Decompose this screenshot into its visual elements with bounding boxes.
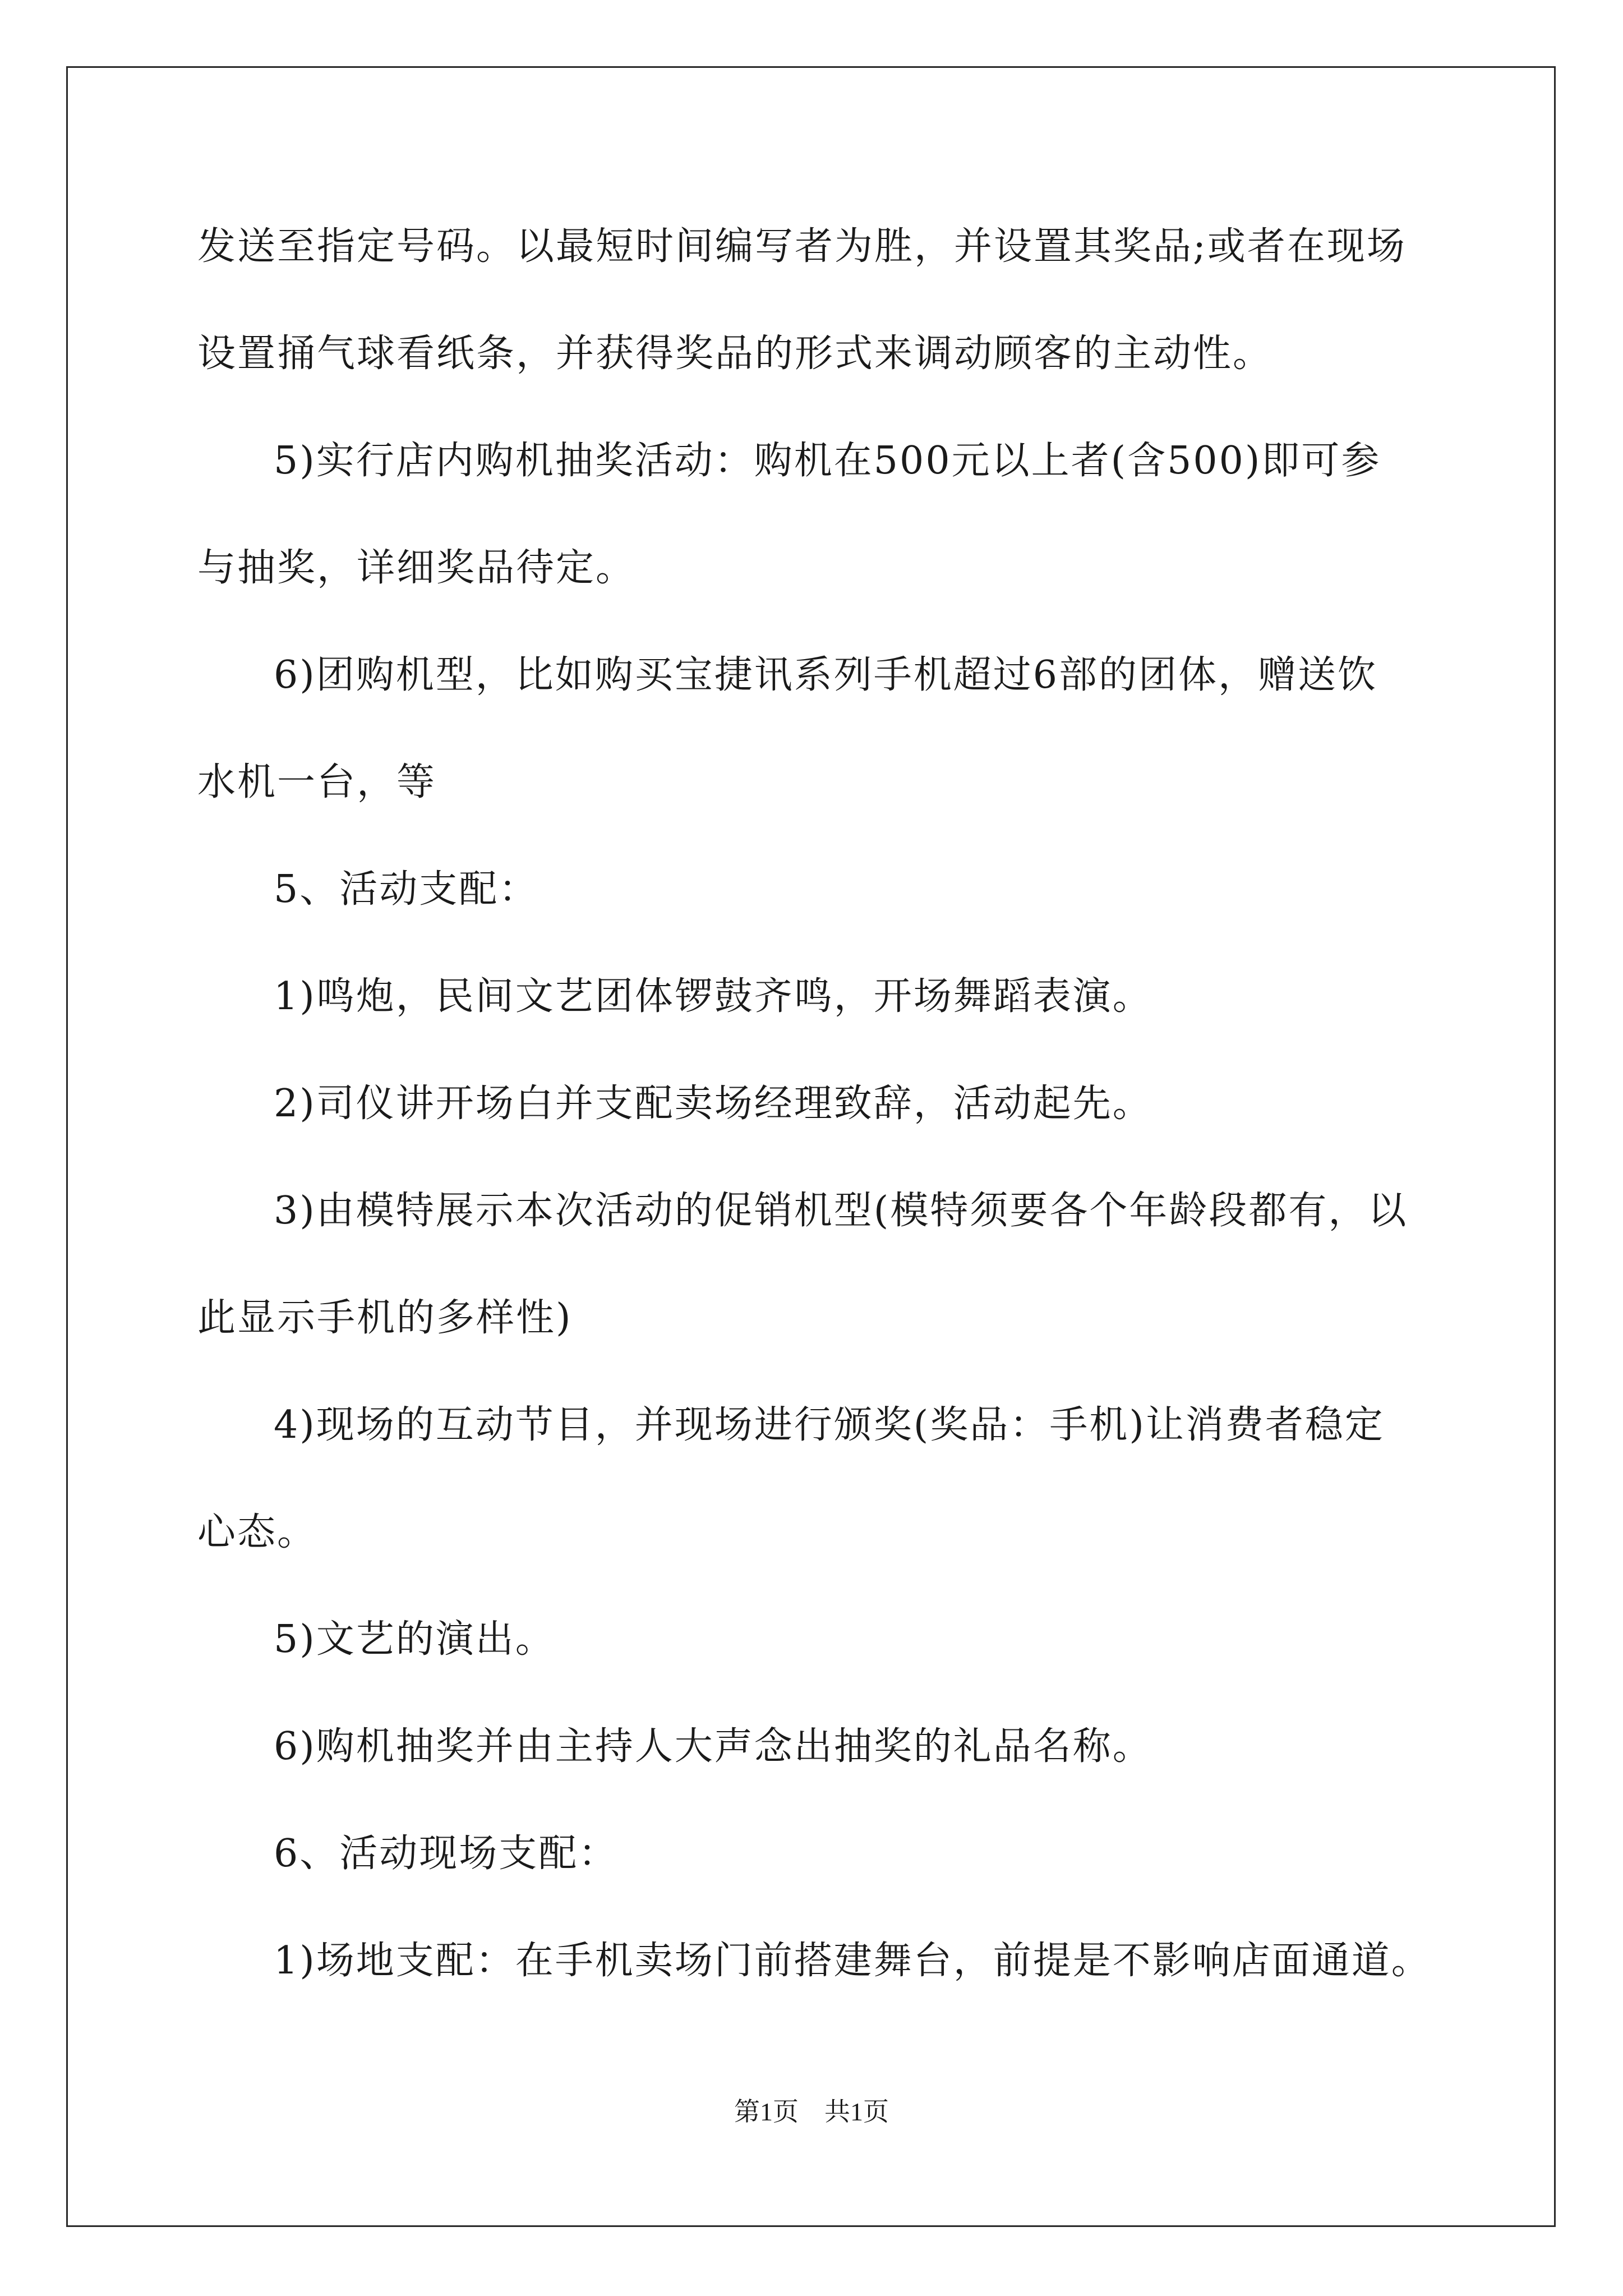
- page-footer: [0, 2091, 1623, 2128]
- paragraph-line: 心态。: [197, 1510, 317, 1554]
- paragraph-line: 6)团购机型，比如购买宝捷讯系列手机超过6部的团体，赠送饮: [274, 653, 1378, 697]
- section-heading: 6、活动现场支配：: [274, 1832, 619, 1876]
- page-number-current: 第1页: [734, 2097, 799, 2126]
- paragraph-line: 发送至指定号码。以最短时间编写者为胜，并设置其奖品;或者在现场: [197, 224, 1407, 269]
- paragraph-line: 2)司仪讲开场白并支配卖场经理致辞，活动起先。: [274, 1082, 1152, 1126]
- paragraph-line: 设置捅气球看纸条，并获得奖品的形式来调动顾客的主动性。: [197, 332, 1273, 376]
- paragraph-line: 6)购机抽奖并由主持人大声念出抽奖的礼品名称。: [274, 1724, 1152, 1769]
- section-heading: 5、活动支配：: [274, 867, 539, 912]
- paragraph-line: 3)由模特展示本次活动的促销机型(模特须要各个年龄段都有，以: [274, 1189, 1408, 1233]
- document-body: [197, 205, 1459, 2026]
- page-number-total: 共1页: [824, 2097, 889, 2126]
- paragraph-line: 1)鸣炮，民间文艺团体锣鼓齐鸣，开场舞蹈表演。: [274, 974, 1152, 1019]
- paragraph-line: 与抽奖，详细奖品待定。: [197, 546, 636, 590]
- paragraph-line: 5)实行店内购机抽奖活动：购机在500元以上者(含500)即可参: [274, 439, 1381, 483]
- paragraph-line: 4)现场的互动节目，并现场进行颁奖(奖品：手机)让消费者稳定: [274, 1403, 1385, 1447]
- paragraph-line: 1)场地支配：在手机卖场门前搭建舞台，前提是不影响店面通道。: [274, 1939, 1431, 1983]
- paragraph-line: 5)文艺的演出。: [274, 1617, 555, 1662]
- paragraph-line: 此显示手机的多样性): [197, 1296, 573, 1340]
- paragraph-line: 水机一台，等: [197, 760, 437, 804]
